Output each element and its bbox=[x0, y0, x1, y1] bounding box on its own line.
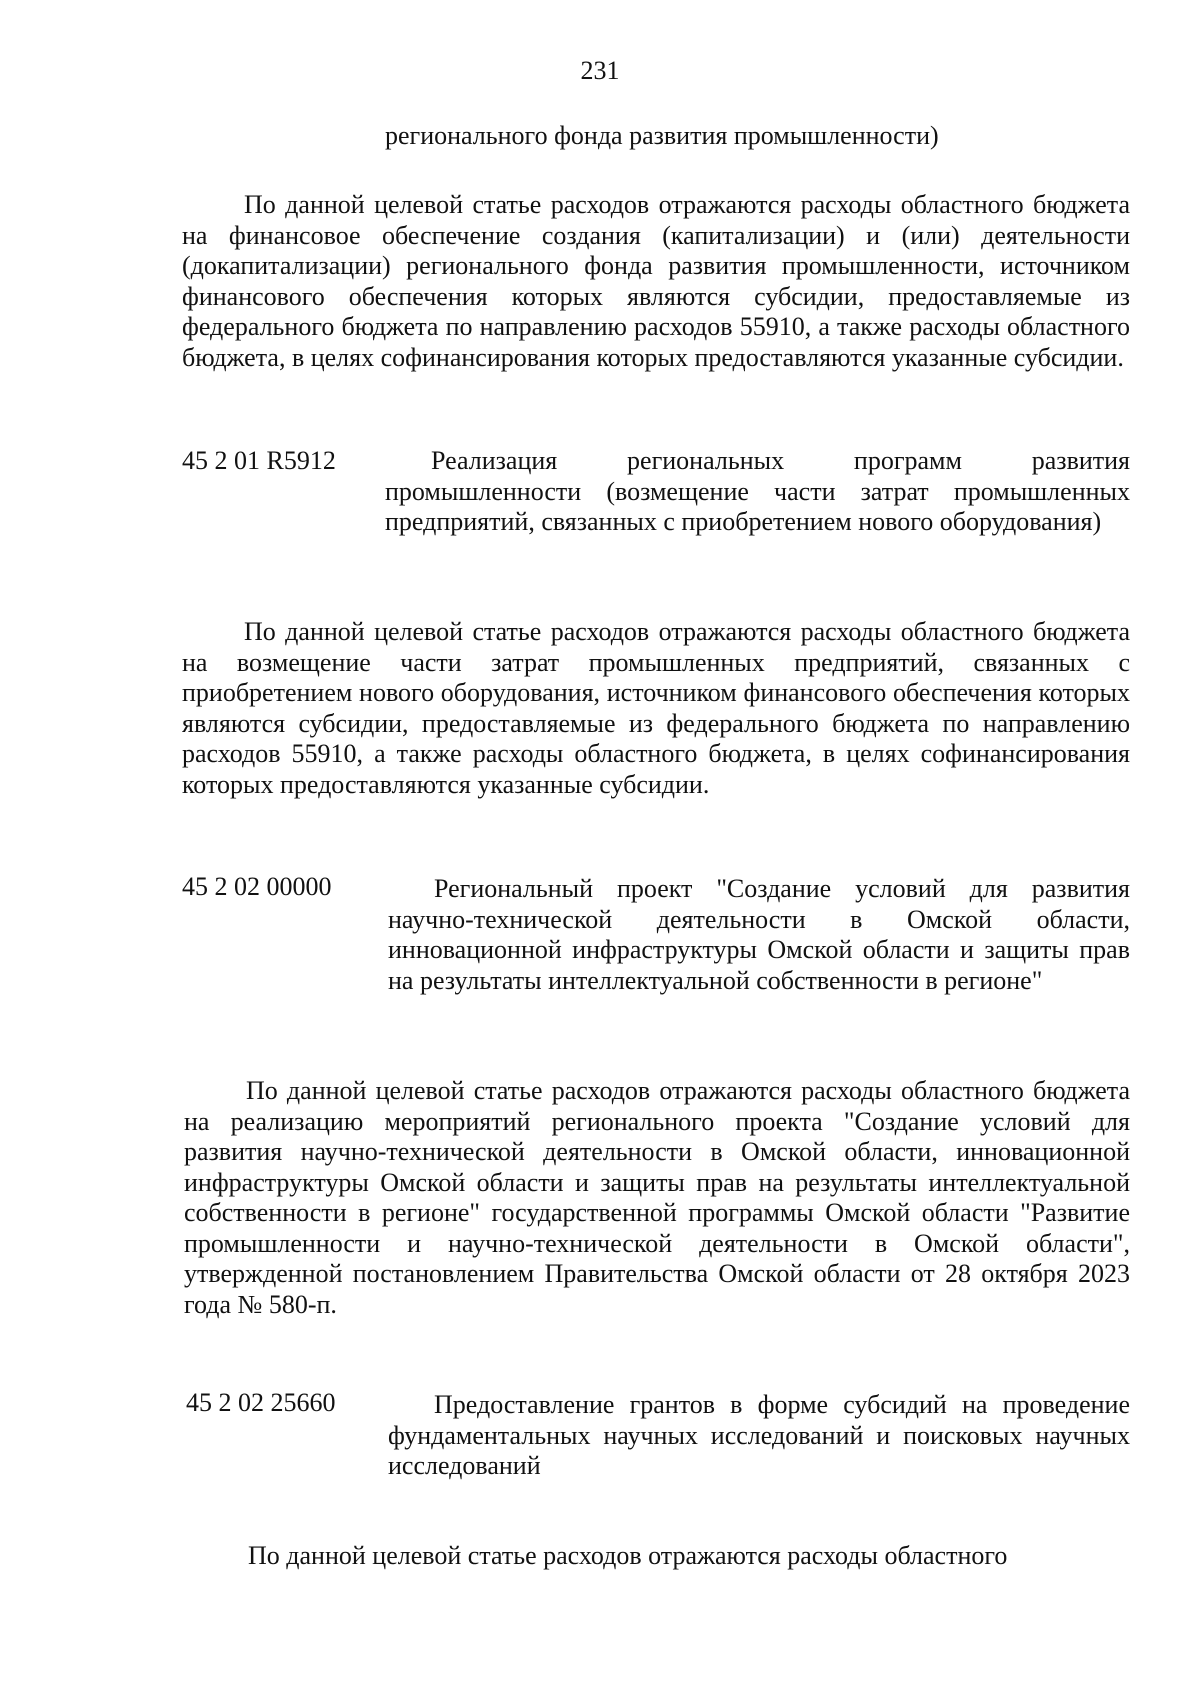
entry-code-1: 45 2 01 R5912 bbox=[182, 446, 336, 475]
entry-title-1: Реализация региональных программ развития промышленности (возмещение части затрат промышленных предприятий, связанных с приобретением нового оборудования) bbox=[385, 446, 1130, 536]
paragraph-3: По данной целевой статье расходов отражаются расходы областного бюджета на реализацию мероприятий регионального проекта "Создание условий для развития научно-технической деятельности в Омской области, инновационной инфраструктуры Омской области и защиты прав на результаты интеллектуальной собственности в регионе" государственной программы Омской области "Развитие промышленности и научно-технической деятельности в Омской области", утвержденной постановлением Правительства Омской области от 28 октября 2023 года № 580-п. bbox=[184, 1076, 1130, 1319]
paragraph-4: По данной целевой статье расходов отражаются расходы областного bbox=[248, 1541, 1008, 1570]
paragraph-2: По данной целевой статье расходов отражаются расходы областного бюджета на возмещение части затрат промышленных предприятий, связанных с приобретением нового оборудования, источником финансового обеспечения которых являются субсидии, предоставляемые из федерального бюджета по направлению расходов 55910, а также расходы областного бюджета, в целях софинансирования которых предоставляются указанные субсидии. bbox=[182, 617, 1130, 799]
heading-continuation: регионального фонда развития промышленности) bbox=[385, 121, 939, 150]
page-number: 231 bbox=[580, 56, 620, 85]
entry-title-2: Региональный проект "Создание условий для развития научно-технической деятельности в Омской области, инновационной инфраструктуры Омской области и защиты прав на результаты интеллектуальной собственности в регионе" bbox=[388, 874, 1130, 995]
entry-code-3: 45 2 02 25660 bbox=[186, 1388, 336, 1417]
paragraph-1: По данной целевой статье расходов отражаются расходы областного бюджета на финансовое обеспечение создания (капитализации) и (или) деятельности (докапитализации) регионального фонда развития промышленности, источником финансового обеспечения которых являются субсидии, предоставляемые из федерального бюджета по направлению расходов 55910, а также расходы областного бюджета, в целях софинансирования которых предоставляются указанные субсидии. bbox=[182, 190, 1130, 372]
entry-code-2: 45 2 02 00000 bbox=[182, 872, 332, 901]
entry-title-3: Предоставление грантов в форме субсидий на проведение фундаментальных научных исследований и поисковых научных исследований bbox=[388, 1390, 1130, 1480]
